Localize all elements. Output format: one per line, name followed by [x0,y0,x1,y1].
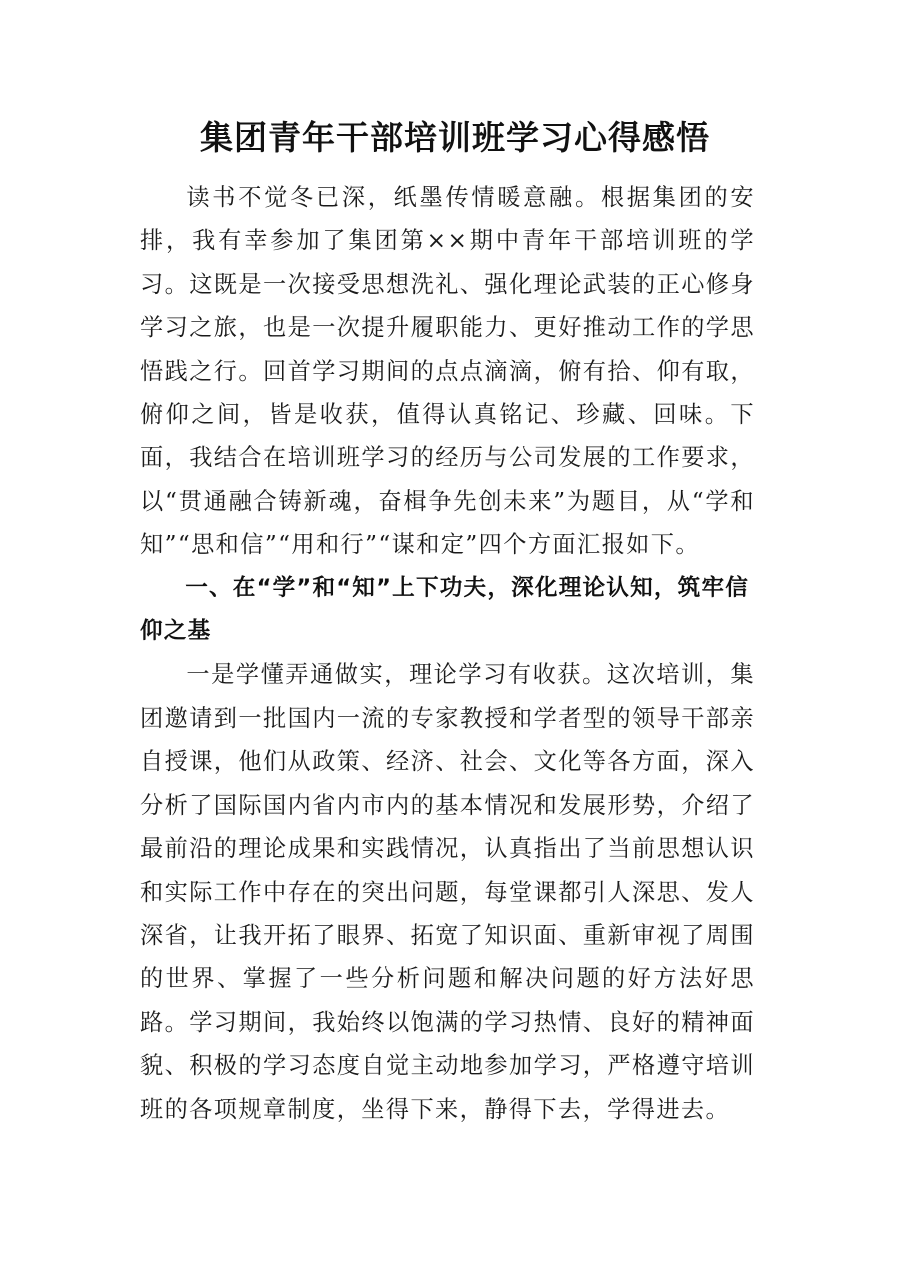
section-paragraph: 一是学懂弄通做实，理论学习有收获。这次培训，集团邀请到一批国内一流的专家教授和学者型的领导干部亲自授课，他们从政策、经济、社会、文化等各方面，深入分析了国际国内省内市内的基本情况和发展形势，介绍了最前沿的理论成果和实践情况，认真指出了当前思想认识和实际工作中存在的突出问题，每堂课都引人深思、发人深省，让我开拓了眼界、拓宽了知识面、重新审视了周围的世界、掌握了一些分析问题和解决问题的好方法好思路。学习期间，我始终以饱满的学习热情、良好的精神面貌、积极的学习态度自觉主动地参加学习，严格遵守培训班的各项规章制度，坐得下来，静得下去，学得进去。 [140,661,755,1123]
intro-paragraph: 读书不觉冬已深，纸墨传情暖意融。根据集团的安排，我有幸参加了集团第××期中青年干部培训班的学习。这既是一次接受思想洗礼、强化理论武装的正心修身学习之旅，也是一次提升履职能力、更好推动工作的学思悟践之行。回首学习期间的点点滴滴，俯有拾、仰有取，俯仰之间，皆是收获，值得认真铭记、珍藏、回味。下面，我结合在培训班学习的经历与公司发展的工作要求，以“贯通融合铸新魂，奋楫争先创未来”为题目，从“学和知”“思和信”“用和行”“谋和定”四个方面汇报如下。 [140,184,755,559]
section-heading: 一、在“学”和“知”上下功夫，深化理论认知，筑牢信仰之基 [140,574,750,645]
document-body [140,176,755,1131]
document-title: 集团青年干部培训班学习心得感悟 [200,118,710,157]
